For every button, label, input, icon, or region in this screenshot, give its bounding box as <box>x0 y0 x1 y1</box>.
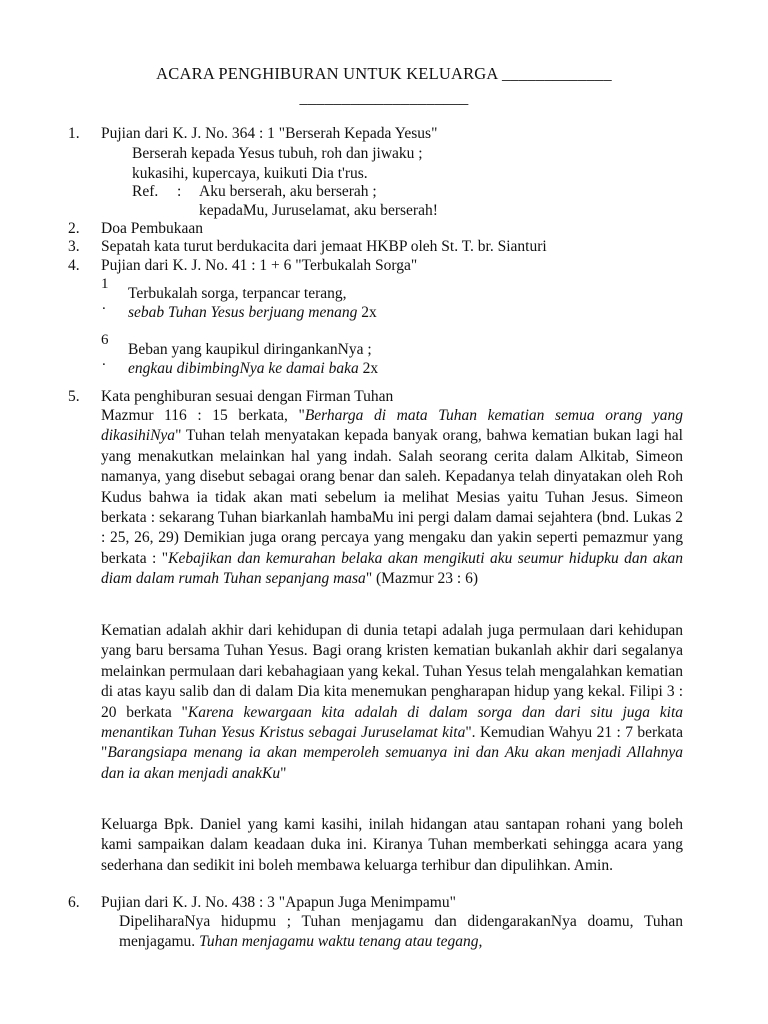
item-2-number: 2. <box>68 220 80 237</box>
item-5-paragraph-2 <box>101 621 683 784</box>
item-1-lyric-1: Berserah kepada Yesus tubuh, roh dan jiwaku ; <box>132 145 423 162</box>
document-title <box>0 62 768 110</box>
title-line-2: ____________________ <box>299 88 469 107</box>
item-2-heading: Doa Pembukaan <box>101 220 204 237</box>
p1-quote-psalm-23: Kebajikan dan kemurahan belaka akan mengikuti aku seumur hidupku dan akan diam dalam rumah Tuhan sepanjang masa <box>101 549 683 588</box>
item-1-ref-colon: : <box>177 183 182 200</box>
verse-1-repeat: 2x <box>357 304 377 321</box>
p2-quote-philippians: Karena kewargaan kita adalah di dalam sorga dan dari situ juga kita menantikan Tuhan Yesus Kristus sebagai Juruselamat kita <box>101 703 684 742</box>
item-6-paragraph <box>119 912 683 953</box>
p1-text-c: " Tuhan telah menyatakan kepada banyak orang, bahwa kematian bukan lagi hal yang menakutkan melainkan hal yang indah. Salah seorang cerita dalam Alkitab, Simeon namanya, yang disebut sebagai orang benar dan saleh. Kepadanya telah dinyatakan oleh Roh Kudus bahwa ia tidak akan mati sebelum ia melihat Mesias yaitu Tuhan Jesus. Simeon berkata : sekarang Tuhan biarkanlah hambaMu ini pergi dalam damai sejahtera (bnd. Lukas 2 : 25, 26, 29) Demikian juga orang percaya yang mengaku dan yakin seperti pemazmur yang berkata : " <box>101 427 683 567</box>
item-4-number: 4. <box>68 257 80 274</box>
verse-1-number: 1 <box>101 276 109 292</box>
item-5-paragraph-1 <box>101 406 683 590</box>
p2-text-c: ". Kemudian Wahyu 21 : 7 berkata " <box>101 724 683 762</box>
item-6-heading: Pujian dari K. J. No. 438 : 3 "Apapun Juga Menimpamu" <box>101 894 456 911</box>
title-line-1: ACARA PENGHIBURAN UNTUK KELUARGA _____________ <box>156 64 612 83</box>
verse-6-line-1: Beban yang kaupikul diringankanNya ; <box>128 341 372 358</box>
item-6-text-a: DipeliharaNya hidupmu ; Tuhan menjagamu dan didengarakanNya doamu, Tuhan menjagamu. <box>119 913 683 951</box>
item-1-ref-line-1: Aku berserah, aku berserah ; <box>199 183 377 200</box>
item-6-text-b-italic: Tuhan menjagamu waktu tenang atau tegang, <box>199 933 483 951</box>
verse-1-line-2 <box>128 303 377 323</box>
item-4-heading: Pujian dari K. J. No. 41 : 1 + 6 "Terbukalah Sorga" <box>101 257 418 274</box>
item-1-number: 1. <box>68 125 80 142</box>
verse-6-dot: . <box>102 353 106 369</box>
verse-1-line-2-italic: sebab Tuhan Yesus berjuang menang <box>128 304 358 321</box>
item-1-ref-line-2: kepadaMu, Juruselamat, aku berserah! <box>199 202 438 219</box>
item-5-number: 5. <box>68 388 80 405</box>
verse-6-repeat: 2x <box>358 360 379 377</box>
p2-quote-revelation: Barangsiapa menang ia akan memperoleh semuanya ini dan Aku akan menjadi Allahnya dan ia akan menjadi anakKu <box>101 744 683 782</box>
item-3-heading: Sepatah kata turut berdukacita dari jemaat HKBP oleh St. T. br. Sianturi <box>101 238 547 255</box>
p2-text-e: " <box>280 764 287 782</box>
verse-6-line-2-italic: engkau dibimbingNya ke damai baka <box>128 360 359 377</box>
item-3-number: 3. <box>68 238 80 255</box>
item-5-heading: Kata penghiburan sesuai dengan Firman Tuhan <box>101 388 394 405</box>
item-6-number: 6. <box>68 894 80 911</box>
item-1-lyric-2: kukasihi, kupercaya, kuikuti Dia t'rus. <box>132 165 368 182</box>
p1-text-e: " (Mazmur 23 : 6) <box>365 570 479 588</box>
p1-quote-psalm-116: Berharga di mata Tuhan kematian semua orang yang dikasihiNya <box>101 407 683 445</box>
item-5-paragraph-3: Keluarga Bpk. Daniel yang kami kasihi, inilah hidangan atau santapan rohani yang boleh kami sampaikan dalam keadaan duka ini. Kiranya Tuhan memberkati sehingga acara yang sederhana dan sedikit ini boleh membawa keluarga terhibur dan dipulihkan. Amin. <box>101 816 683 874</box>
verse-1-line-1: Terbukalah sorga, terpancar terang, <box>128 285 347 302</box>
verse-6-number: 6 <box>101 332 109 348</box>
p2-text-a: Kematian adalah akhir dari kehidupan di dunia tetapi adalah juga permulaan dari kehidupan yang baru bersama Tuhan Yesus. Bagi orang kristen kematian bukanlah akhir dari segalanya melainkan permulaan dari kebahagiaan yang kekal. Tuhan Yesus telah mengalahkan kematian di atas kayu salib dan di dalam Dia kita menemukan pengharapan hidup yang kekal. Filipi 3 : 20 berkata " <box>101 622 683 721</box>
item-1-heading: Pujian dari K. J. No. 364 : 1 "Berserah Kepada Yesus" <box>101 125 438 142</box>
p1-text-a: Mazmur 116 : 15 berkata, " <box>101 407 305 424</box>
verse-1-dot: . <box>102 297 106 313</box>
item-1-ref-label: Ref. <box>132 183 159 200</box>
verse-6-line-2 <box>128 359 378 379</box>
